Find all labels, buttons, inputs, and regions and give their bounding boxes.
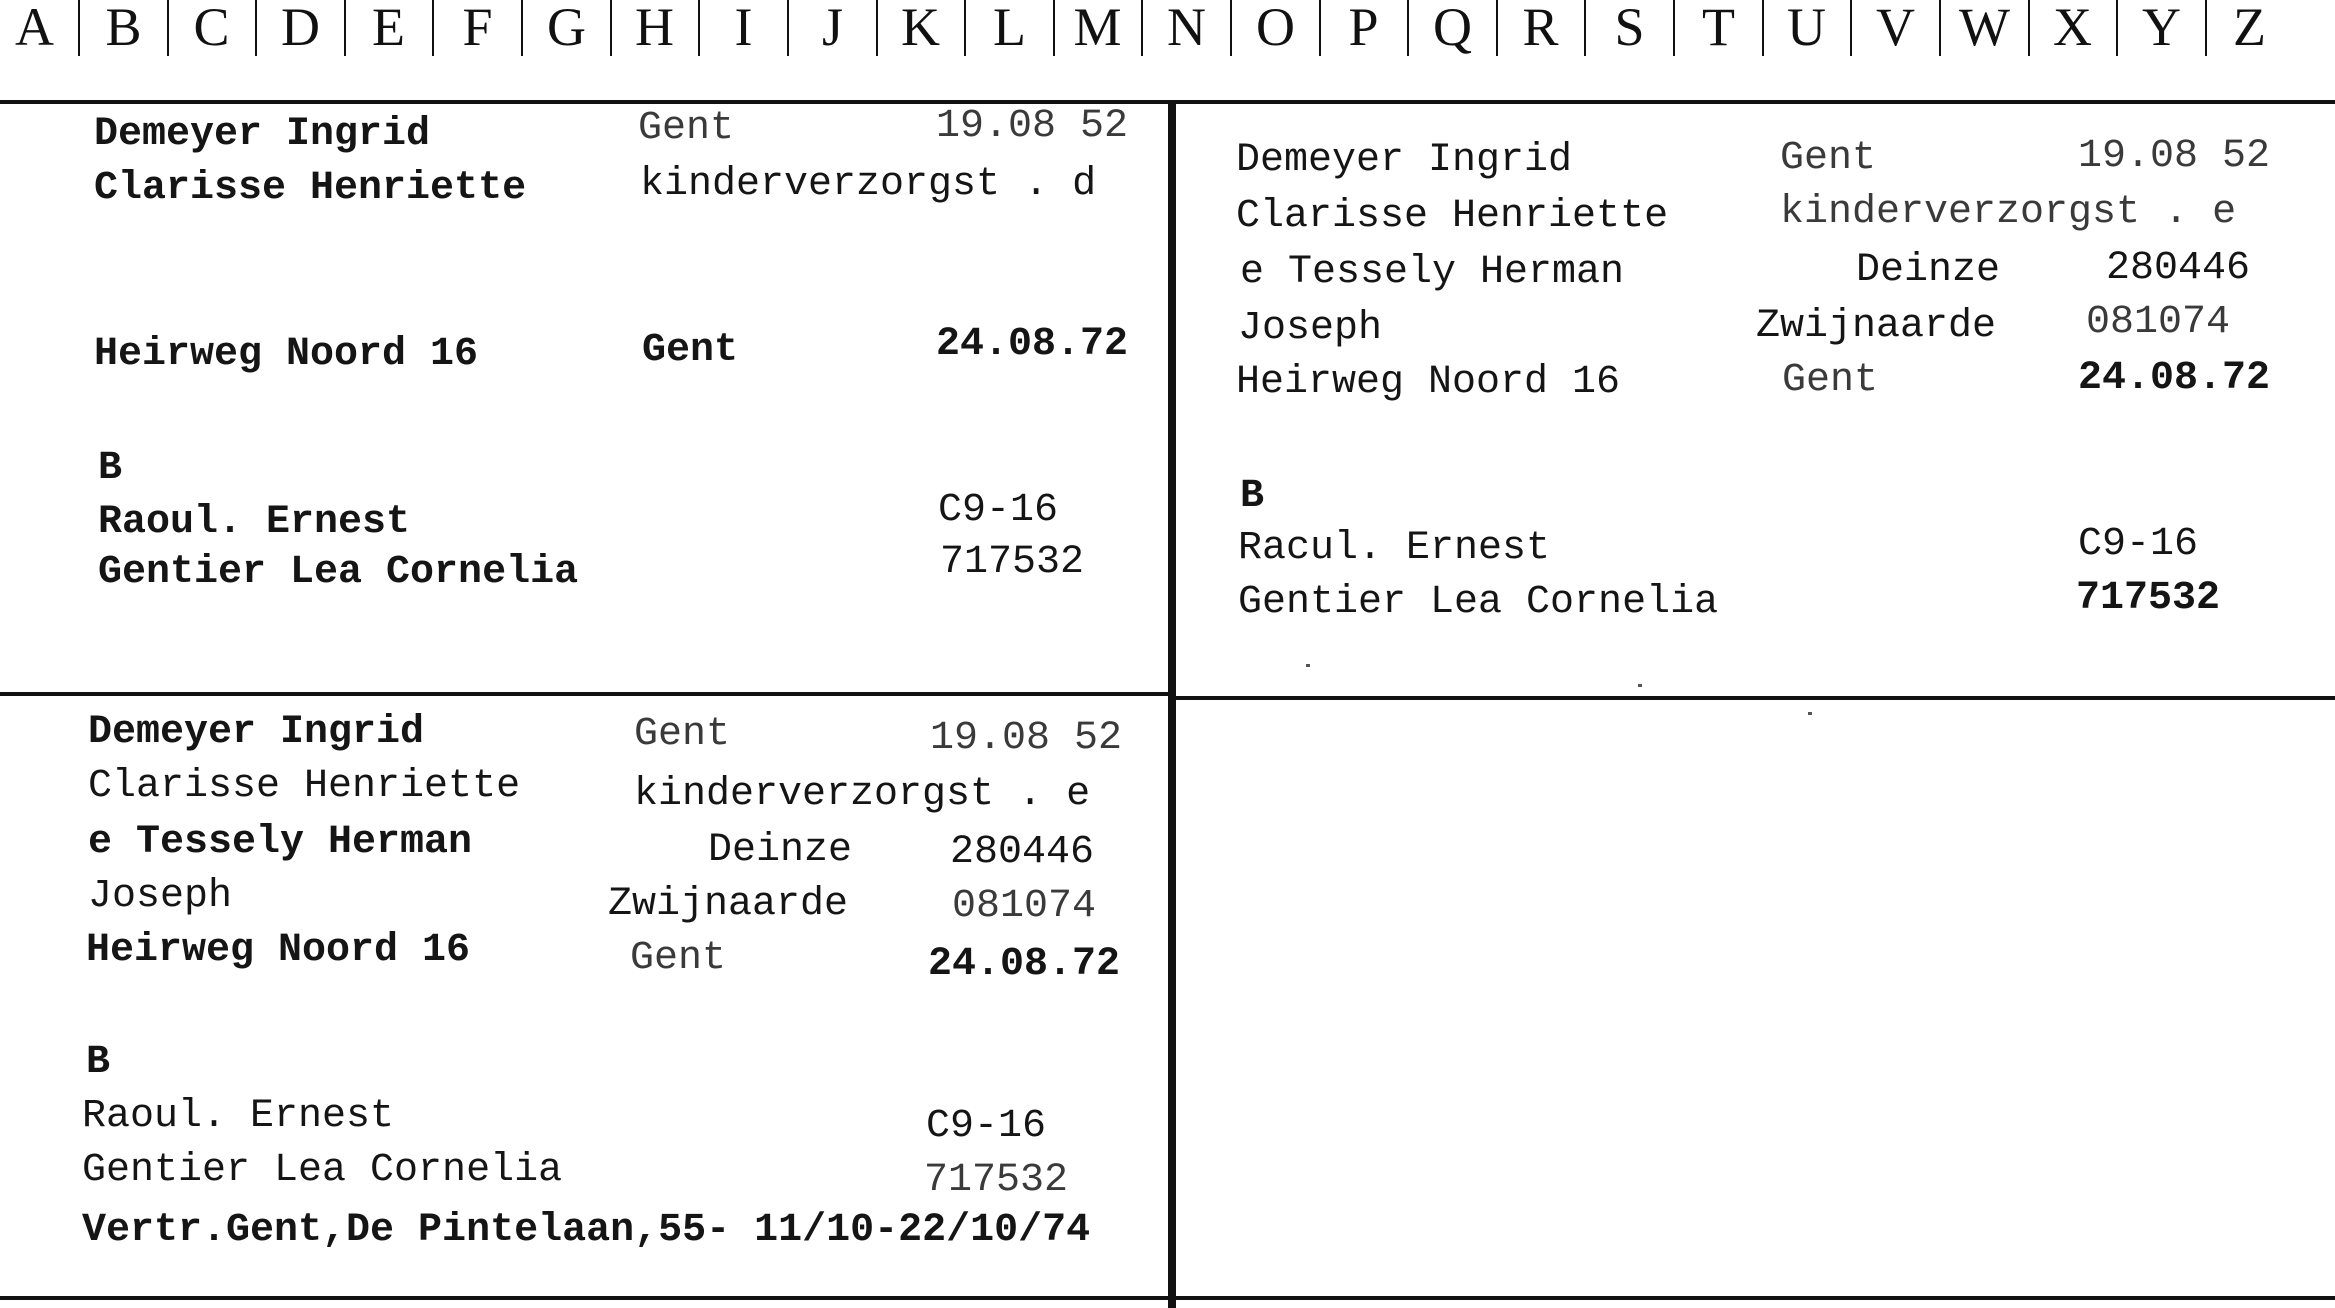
card-occupation: kinderverzorgst . d [640, 162, 1097, 207]
card-spouse-first-name: Joseph [1238, 306, 1383, 351]
card-mother-ref: 717532 [924, 1158, 1069, 1203]
card-spouse: e Tessely Herman [1240, 250, 1625, 295]
card-father-ref: C9-16 [938, 488, 1059, 533]
card-address-city: Gent [642, 328, 739, 373]
card-birth-date: 19.08 52 [930, 716, 1123, 761]
ink-speck [1306, 664, 1310, 667]
divider-bottom [0, 1296, 2335, 1300]
index-letter-u: U [1787, 0, 1826, 57]
card-address-date: 24.08.72 [2078, 356, 2271, 401]
index-letter-g: G [547, 0, 586, 57]
index-letter-z: Z [2233, 0, 2266, 57]
card-occupation: kinderverzorgst . e [634, 772, 1091, 817]
card-marriage-date: 081074 [952, 884, 1097, 929]
card-address: Heirweg Noord 16 [94, 332, 479, 377]
card-birth-place: Gent [634, 712, 731, 757]
card-mother-ref: 717532 [940, 540, 1085, 585]
index-letter-x: X [2053, 0, 2092, 57]
card-spouse-date: 280446 [950, 830, 1095, 875]
card-birth-place: Gent [1780, 136, 1877, 181]
index-letter-y: Y [2142, 0, 2181, 57]
index-letter-p: P [1348, 0, 1379, 57]
card-address-city: Gent [630, 936, 727, 981]
card-first-names: Clarisse Henriette [94, 166, 527, 211]
divider-left-middle [0, 692, 1168, 696]
index-letter-k: K [901, 0, 940, 57]
card-mother: Gentier Lea Cornelia [1238, 580, 1719, 625]
card-name: Demeyer Ingrid [88, 710, 425, 755]
card-code: B [98, 446, 123, 491]
index-letter-o: O [1256, 0, 1295, 57]
index-letter-l: L [993, 0, 1026, 57]
index-letter-w: W [1959, 0, 2010, 57]
index-letter-i: I [734, 0, 753, 57]
card-spouse-place: Deinze [1856, 248, 2001, 293]
card-father: Raoul. Ernest [98, 500, 411, 545]
card-first-names: Clarisse Henriette [88, 764, 521, 809]
card-birth-place: Gent [638, 106, 735, 151]
card-name: Demeyer Ingrid [1236, 138, 1573, 183]
card-marriage-place: Zwijnaarde [1756, 304, 1997, 349]
card-address-city: Gent [1782, 358, 1879, 403]
card-first-names: Clarisse Henriette [1236, 194, 1669, 239]
index-letter-e: E [372, 0, 405, 57]
card-mother: Gentier Lea Cornelia [98, 550, 579, 595]
card-code: B [86, 1040, 111, 1085]
card-occupation: kinderverzorgst . e [1780, 190, 2237, 235]
card-spouse-date: 280446 [2106, 246, 2251, 291]
divider-right-middle [1176, 696, 2335, 700]
card-father: Raoul. Ernest [82, 1094, 395, 1139]
index-letter-s: S [1614, 0, 1645, 57]
card-marriage-date: 081074 [2086, 300, 2231, 345]
index-letter-r: R [1522, 0, 1559, 57]
index-letter-d: D [281, 0, 320, 57]
index-letter-j: J [821, 0, 843, 57]
index-letter-a: A [15, 0, 54, 57]
index-letter-m: M [1073, 0, 1122, 57]
card-address-date: 24.08.72 [928, 942, 1121, 987]
ink-speck [1638, 684, 1642, 687]
index-letter-t: T [1702, 0, 1735, 57]
ink-speck [1808, 712, 1812, 715]
index-letter-f: F [462, 0, 493, 57]
card-address-date: 24.08.72 [936, 322, 1129, 367]
index-letter-n: N [1167, 0, 1206, 57]
card-marriage-place: Zwijnaarde [608, 882, 849, 927]
card-father-ref: C9-16 [926, 1104, 1047, 1149]
index-letter-c: C [193, 0, 230, 57]
card-address: Heirweg Noord 16 [1236, 360, 1621, 405]
card-mother: Gentier Lea Cornelia [82, 1148, 563, 1193]
card-code: B [1240, 474, 1265, 519]
card-spouse-first-name: Joseph [88, 874, 233, 919]
card-spouse-place: Deinze [708, 828, 853, 873]
index-letter-b: B [105, 0, 142, 57]
card-birth-date: 19.08 52 [936, 104, 1129, 149]
card-name: Demeyer Ingrid [94, 112, 431, 157]
card-note: Vertr.Gent,De Pintelaan,55- 11/10-22/10/74 [82, 1208, 1091, 1253]
index-letter-q: Q [1433, 0, 1472, 57]
card-birth-date: 19.08 52 [2078, 134, 2271, 179]
index-letter-v: V [1876, 0, 1915, 57]
index-letter-h: H [635, 0, 674, 57]
card-mother-ref: 717532 [2076, 576, 2221, 621]
card-address: Heirweg Noord 16 [86, 928, 471, 973]
card-father-ref: C9-16 [2078, 522, 2199, 567]
card-spouse: e Tessely Herman [88, 820, 473, 865]
center-divider [1168, 100, 1176, 1308]
card-father: Racul. Ernest [1238, 526, 1551, 571]
